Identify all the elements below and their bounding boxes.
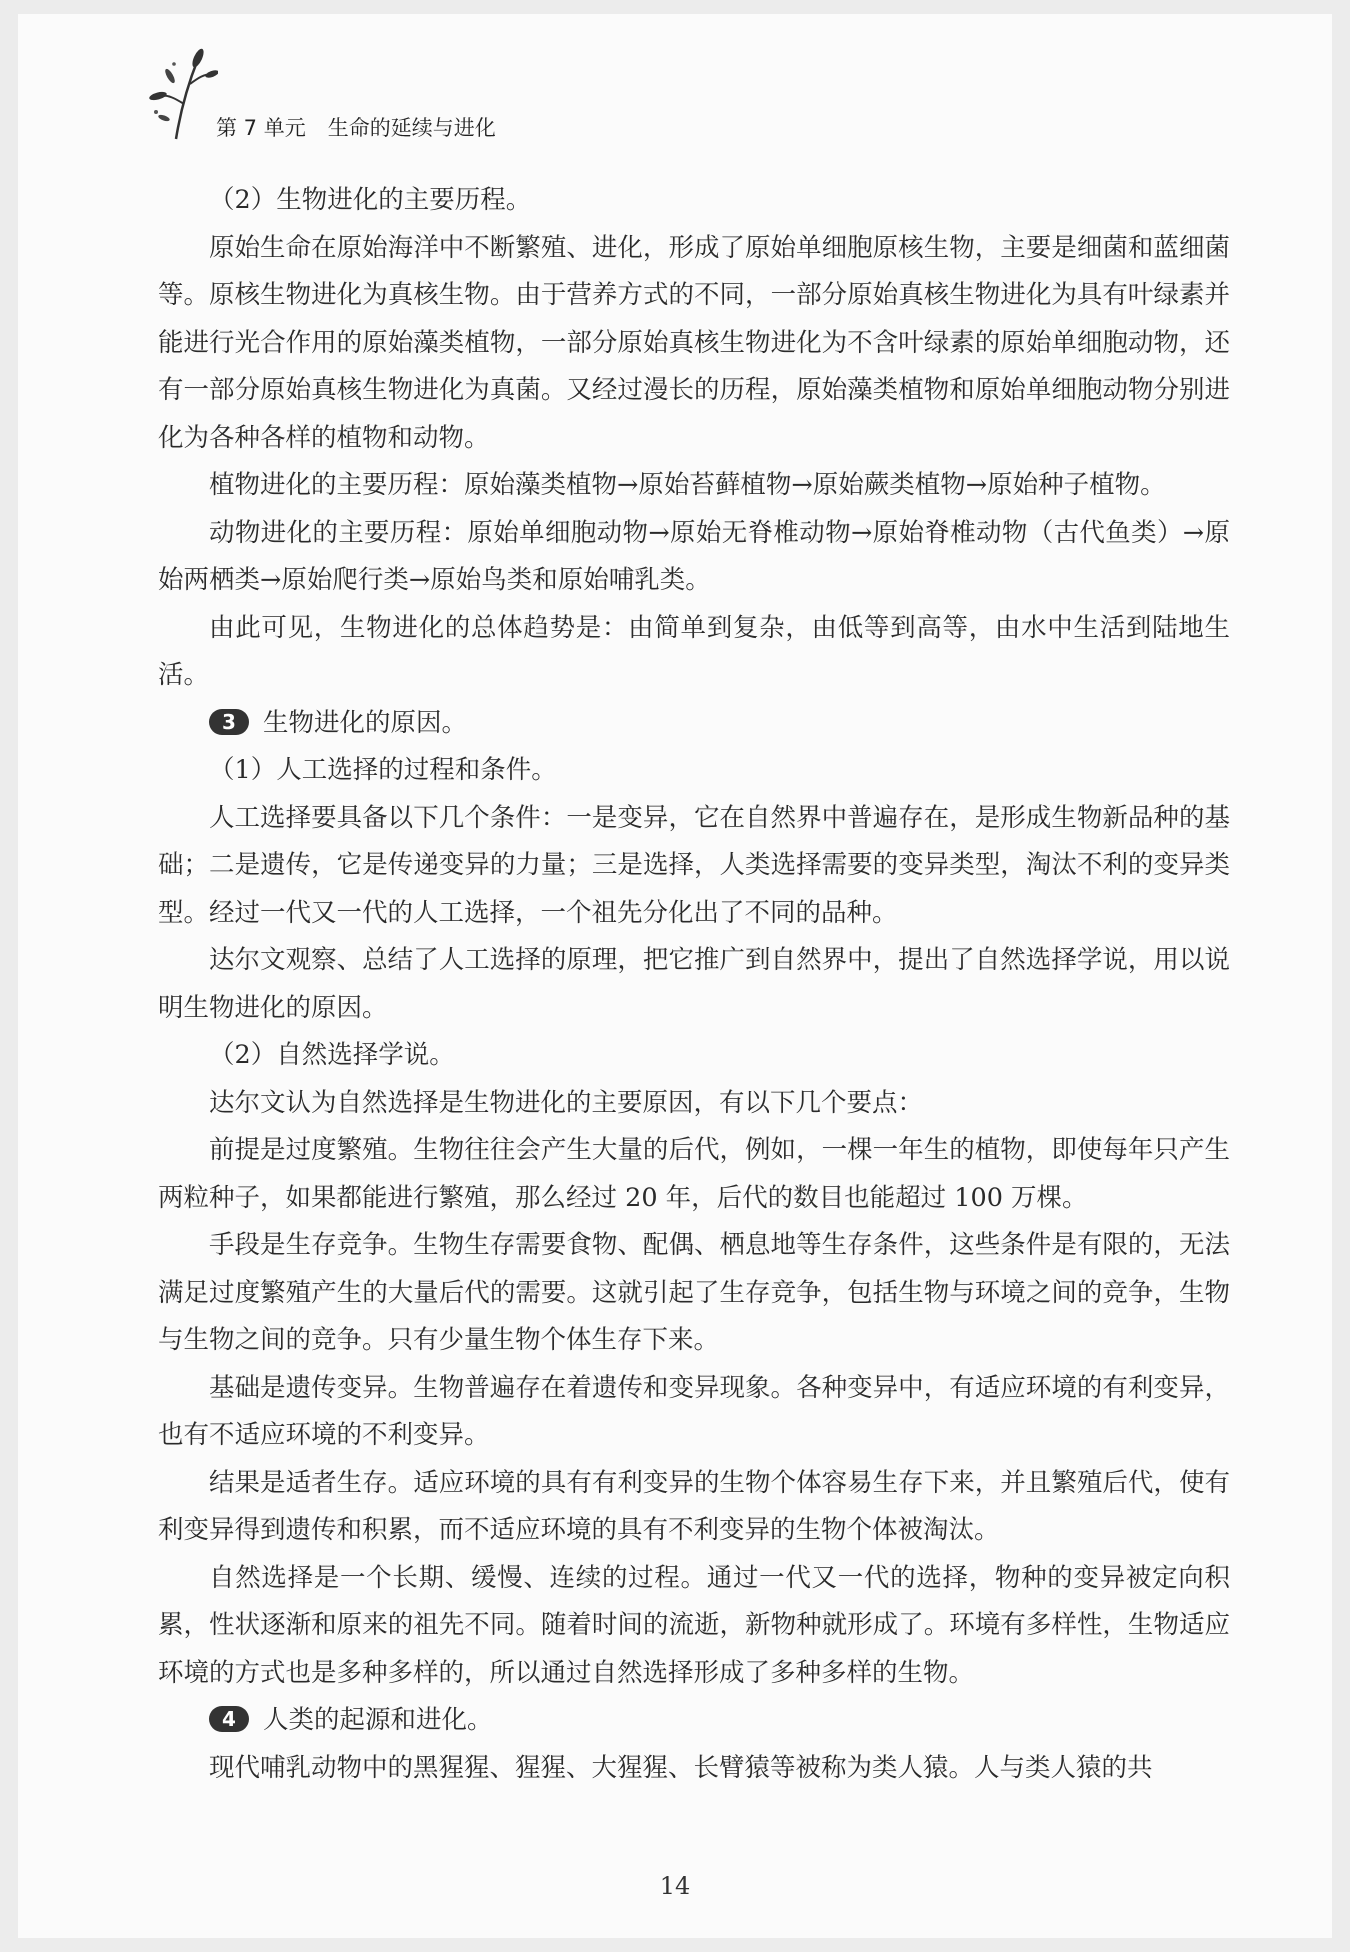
unit-title: 生命的延续与进化 bbox=[327, 116, 496, 140]
section-heading: 3 生物进化的原因。 bbox=[158, 700, 1230, 748]
body-text bbox=[158, 177, 1230, 1792]
paragraph: 由此可见，生物进化的总体趋势是：由简单到复杂，由低等到高等，由水中生活到陆地生活。 bbox=[158, 612, 1230, 690]
paragraph: 达尔文观察、总结了人工选择的原理，把它推广到自然界中，提出了自然选择学说，用以说明生物进化的原因。 bbox=[158, 945, 1230, 1023]
paragraph: 原始生命在原始海洋中不断繁殖、进化，形成了原始单细胞原核生物，主要是细菌和蓝细菌等。原核生物进化为真核生物。由于营养方式的不同，一部分原始真核生物进化为具有叶绿素并能进行光合作用的原始藻类植物，一部分原始真核生物进化为不含叶绿素的原始单细胞动物，还有一部分原始真核生物进化为真菌。又经过漫长的历程，原始藻类植物和原始单细胞动物分别进化为各种各样的植物和动物。 bbox=[158, 232, 1230, 453]
section-heading: 4 人类的起源和进化。 bbox=[158, 1697, 1230, 1745]
paragraph: （2）生物进化的主要历程。 bbox=[209, 185, 532, 215]
section-number-badge: 4 bbox=[209, 1706, 249, 1732]
paragraph: 自然选择是一个长期、缓慢、连续的过程。通过一代又一代的选择，物种的变异被定向积累，性状逐渐和原来的祖先不同。随着时间的流逝，新物种就形成了。环境有多样性，生物适应环境的方式也是多种多样的，所以通过自然选择形成了多种多样的生物。 bbox=[158, 1562, 1230, 1688]
paragraph: （2）自然选择学说。 bbox=[209, 1040, 455, 1070]
paragraph: 动物进化的主要历程：原始单细胞动物→原始无脊椎动物→原始脊椎动物（古代鱼类）→原始两栖类→原始爬行类→原始鸟类和原始哺乳类。 bbox=[158, 517, 1230, 595]
section-number-badge: 3 bbox=[209, 709, 249, 735]
paragraph: 现代哺乳动物中的黑猩猩、猩猩、大猩猩、长臂猿等被称为类人猿。人与类人猿的共 bbox=[209, 1752, 1153, 1783]
paragraph: 达尔文认为自然选择是生物进化的主要原因，有以下几个要点： bbox=[209, 1087, 924, 1118]
page-number: 14 bbox=[659, 1872, 691, 1900]
page-header bbox=[146, 44, 746, 154]
page bbox=[18, 14, 1332, 1938]
plant-logo-icon bbox=[146, 44, 218, 144]
paragraph: 人工选择要具备以下几个条件：一是变异，它在自然界中普遍存在，是形成生物新品种的基础；二是遗传，它是传递变异的力量；三是选择，人类选择需要的变异类型，淘汰不利的变异类型。经过一代又一代的人工选择，一个祖先分化出了不同的品种。 bbox=[158, 802, 1230, 928]
paragraph: 前提是过度繁殖。生物往往会产生大量的后代，例如，一棵一年生的植物，即使每年只产生两粒种子，如果都能进行繁殖，那么经过 20 年，后代的数目也能超过 100 万棵。 bbox=[158, 1135, 1230, 1213]
paragraph: 植物进化的主要历程：原始藻类植物→原始苔藓植物→原始蕨类植物→原始种子植物。 bbox=[209, 470, 1166, 500]
header-title bbox=[216, 112, 496, 142]
paragraph: 结果是适者生存。适应环境的具有有利变异的生物个体容易生存下来，并且繁殖后代，使有利变异得到遗传和积累，而不适应环境的具有不利变异的生物个体被淘汰。 bbox=[158, 1467, 1230, 1545]
paragraph: 手段是生存竞争。生物生存需要食物、配偶、栖息地等生存条件，这些条件是有限的，无法满足过度繁殖产生的大量后代的需要。这就引起了生存竞争，包括生物与环境之间的竞争，生物与生物之间的竞争。只有少量生物个体生存下来。 bbox=[158, 1230, 1230, 1355]
unit-label: 第 7 单元 bbox=[216, 116, 306, 140]
paragraph: （1）人工选择的过程和条件。 bbox=[209, 755, 557, 785]
paragraph: 基础是遗传变异。生物普遍存在着遗传和变异现象。各种变异中，有适应环境的有利变异，也有不适应环境的不利变异。 bbox=[158, 1372, 1230, 1450]
